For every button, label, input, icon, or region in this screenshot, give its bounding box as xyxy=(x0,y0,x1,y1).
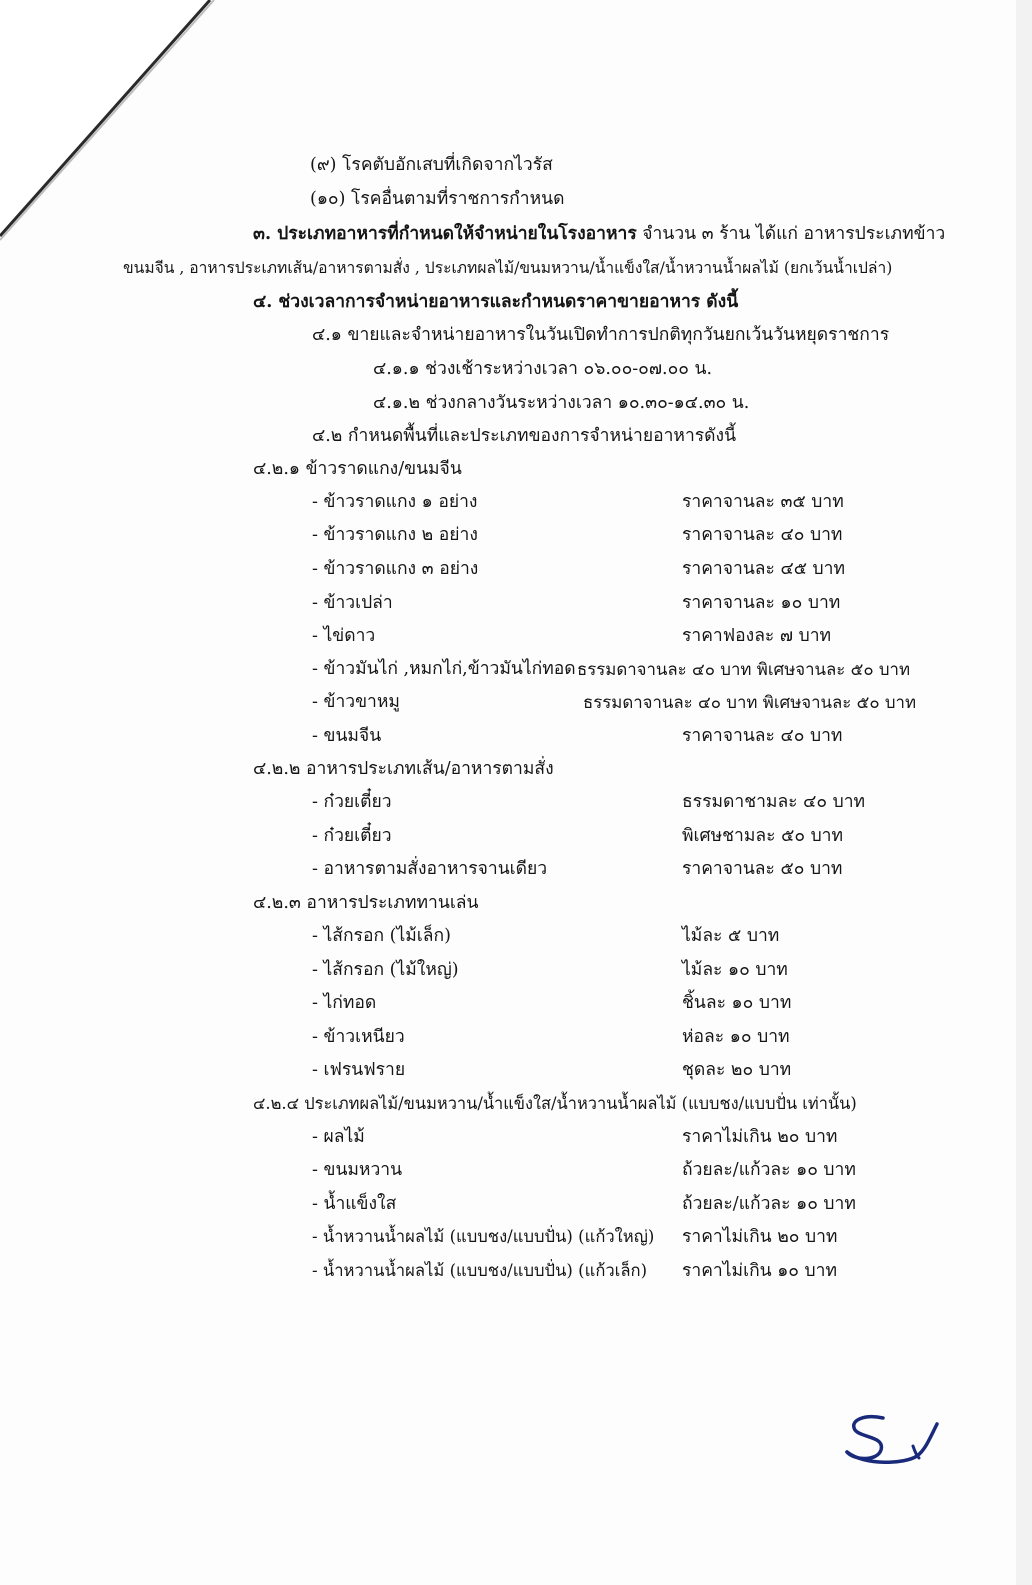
menu-item-name: - อาหารตามสั่งอาหารจานเดียว xyxy=(312,859,548,879)
menu-item-price: ราคาไม่เกิน ๒๐ บาท xyxy=(682,1227,838,1247)
line-food-types xyxy=(253,222,945,246)
menu-item-price: ถ้วยละ/แก้วละ ๑๐ บาท xyxy=(682,1160,856,1180)
food-types-rest: จำนวน ๓ ร้าน ได้แก่ อาหารประเภทข้าว xyxy=(636,224,946,244)
menu-item-price: ราคาจานละ ๕๐ บาท xyxy=(682,859,843,879)
menu-item-price: พิเศษชามละ ๕๐ บาท xyxy=(682,826,844,846)
menu-item-name: - เฟรนฟราย xyxy=(312,1060,406,1080)
section-4-heading: ๔. ช่วงเวลาการจำหน่ายอาหารและกำหนดราคาขายอาหาร ดังนี้ xyxy=(253,292,739,312)
menu-item-name: - ผลไม้ xyxy=(312,1127,365,1147)
menu-item-name: - ไก่ทอด xyxy=(312,993,377,1013)
menu-item-price: ชิ้นละ ๑๐ บาท xyxy=(682,993,792,1013)
menu-item-price: ธรรมดาชามละ ๔๐ บาท xyxy=(682,792,866,812)
menu-item-name: - ข้าวเปล่า xyxy=(312,593,393,613)
menu-item-name: - ไข่ดาว xyxy=(312,626,376,646)
menu-item-price: ราคาฟองละ ๗ บาท xyxy=(682,626,832,646)
section-heading: ๔.๒.๓ อาหารประเภททานเล่น xyxy=(253,893,479,913)
menu-item-price: ถ้วยละ/แก้วละ ๑๐ บาท xyxy=(682,1194,856,1214)
menu-item-name: - ก๋วยเตี๋ยว xyxy=(312,792,392,812)
menu-item-name: - น้ำหวานน้ำผลไม้ (แบบชง/แบบปั่น) (แก้วใหญ่) xyxy=(312,1227,655,1246)
menu-item-name: - น้ำหวานน้ำผลไม้ (แบบชง/แบบปั่น) (แก้วเล็ก) xyxy=(312,1261,648,1280)
section-heading: ๔.๒.๑ ข้าวราดแกง/ขนมจีน xyxy=(253,459,462,479)
menu-item-name: - ข้าวราดแกง ๓ อย่าง xyxy=(312,559,479,579)
menu-item-name: - ข้าวราดแกง ๑ อย่าง xyxy=(312,492,478,512)
menu-item-price: ราคาจานละ ๔๐ บาท xyxy=(682,726,843,746)
menu-item-name: - ขนมหวาน xyxy=(312,1160,403,1180)
menu-item-price: ไม้ละ ๕ บาท xyxy=(682,926,780,946)
line-food-types-cont: ขนมจีน , อาหารประเภทเส้น/อาหารตามสั่ง , ประเภทผลไม้/ขนมหวาน/น้ำแข็งใส/น้ำหวานน้ำผลไม้ (ยกเว้นน้ำเปล่า) xyxy=(123,259,893,277)
handwritten-signature-icon xyxy=(845,1410,945,1470)
section-heading: ๔.๒.๒ อาหารประเภทเส้น/อาหารตามสั่ง xyxy=(253,759,554,779)
line-other-disease: (๑๐) โรคอื่นตามที่ราชการกำหนด xyxy=(310,189,565,209)
menu-item-name: - ข้าวเหนียว xyxy=(312,1027,405,1047)
menu-item-price: ราคาจานละ ๔๐ บาท xyxy=(682,525,843,545)
menu-item-name: - น้ำแข็งใส xyxy=(312,1194,397,1214)
section-heading: ๔.๒.๔ ประเภทผลไม้/ขนมหวาน/น้ำแข็งใส/น้ำหวานน้ำผลไม้ (แบบชง/แบบปั่น เท่านั้น) xyxy=(253,1094,857,1113)
menu-item-name: - ข้าวราดแกง ๒ อย่าง xyxy=(312,525,478,545)
line-4-2: ๔.๒ กำหนดพื้นที่และประเภทของการจำหน่ายอาหารดังนี้ xyxy=(312,426,737,446)
menu-item-name: - ขนมจีน xyxy=(312,726,382,746)
menu-item-price: ห่อละ ๑๐ บาท xyxy=(682,1027,790,1047)
line-4-1-2: ๔.๑.๒ ช่วงกลางวันระหว่างเวลา ๑๐.๓๐-๑๔.๓๐ น. xyxy=(373,393,750,413)
menu-item-price: ธรรมดาจานละ ๔๐ บาท พิเศษจานละ ๕๐ บาท xyxy=(583,692,917,712)
menu-item-name: - ข้าวมันไก่ ,หมกไก่,ข้าวมันไก่ทอด xyxy=(312,659,576,679)
menu-item-name: - ไส้กรอก (ไม้เล็ก) xyxy=(312,926,451,946)
menu-item-name: - ก๋วยเตี๋ยว xyxy=(312,826,392,846)
food-types-heading: ๓. ประเภทอาหารที่กำหนดให้จำหน่ายในโรงอาหาร xyxy=(253,224,637,244)
menu-item-price: ธรรมดาจานละ ๔๐ บาท พิเศษจานละ ๕๐ บาท xyxy=(577,659,911,679)
menu-item-price: ราคาไม่เกิน ๒๐ บาท xyxy=(682,1127,838,1147)
line-hepatitis: (๙) โรคตับอักเสบที่เกิดจากไวรัส xyxy=(310,155,553,175)
menu-item-name: - ไส้กรอก (ไม้ใหญ่) xyxy=(312,960,459,980)
menu-item-price: ราคาไม่เกิน ๑๐ บาท xyxy=(682,1261,838,1281)
menu-item-price: ไม้ละ ๑๐ บาท xyxy=(682,960,788,980)
line-4-1: ๔.๑ ขายและจำหน่ายอาหารในวันเปิดทำการปกติทุกวันยกเว้นวันหยุดราชการ xyxy=(312,325,890,345)
menu-item-price: ชุดละ ๒๐ บาท xyxy=(682,1060,792,1080)
menu-item-name: - ข้าวขาหมู xyxy=(312,692,400,712)
menu-item-price: ราคาจานละ ๓๕ บาท xyxy=(682,492,844,512)
menu-item-price: ราคาจานละ ๔๕ บาท xyxy=(682,559,846,579)
menu-item-price: ราคาจานละ ๑๐ บาท xyxy=(682,593,841,613)
line-4-1-1: ๔.๑.๑ ช่วงเช้าระหว่างเวลา ๐๖.๐๐-๐๗.๐๐ น. xyxy=(373,359,713,379)
